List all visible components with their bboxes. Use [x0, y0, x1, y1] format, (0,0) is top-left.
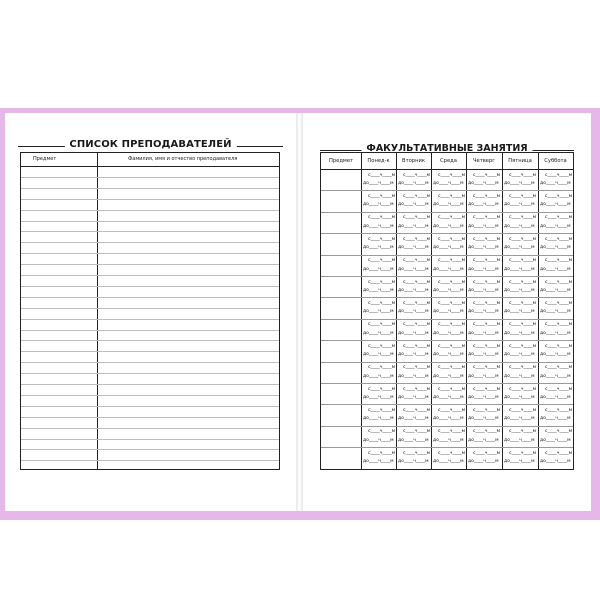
time-to-slot[interactable]: до____ч____м	[468, 373, 499, 379]
column-divider	[361, 153, 362, 469]
time-to-slot[interactable]: до____ч____м	[540, 202, 571, 208]
column-divider	[538, 153, 539, 469]
time-from-slot[interactable]: с____ч____м	[438, 300, 466, 306]
time-from-slot[interactable]: с____ч____м	[403, 407, 431, 413]
time-from-slot[interactable]: с____ч____м	[509, 172, 537, 178]
time-from-slot[interactable]: с____ч____м	[509, 450, 537, 456]
ruled-line	[21, 417, 279, 418]
time-to-slot[interactable]: до____ч____м	[540, 288, 571, 293]
ruled-line	[21, 395, 279, 396]
time-from-slot[interactable]: с____ч____м	[509, 215, 537, 221]
time-from-slot[interactable]: с____ч____м	[403, 450, 431, 456]
time-from-slot[interactable]: с____ч____м	[545, 407, 573, 413]
time-to-slot[interactable]: до____ч____м	[468, 330, 499, 336]
column-divider	[396, 153, 397, 469]
teachers-title: СПИСОК ПРЕПОДАВАТЕЛЕЙ	[64, 139, 236, 150]
ruled-line	[21, 384, 279, 385]
time-to-slot[interactable]: до____ч____м	[433, 245, 464, 251]
time-from-slot[interactable]: с____ч____м	[438, 258, 466, 264]
time-from-slot[interactable]: с____ч____м	[545, 343, 573, 349]
time-from-slot[interactable]: с____ч____м	[438, 279, 466, 285]
time-from-slot[interactable]: с____ч____м	[403, 172, 431, 178]
row-divider	[321, 340, 573, 341]
time-from-slot[interactable]: с____ч____м	[509, 193, 537, 199]
time-from-slot[interactable]: с____ч____м	[403, 343, 431, 349]
time-to-slot[interactable]: до____ч____м	[504, 245, 535, 251]
time-from-slot[interactable]: с____ч____м	[438, 193, 466, 199]
time-from-slot[interactable]: с____ч____м	[438, 386, 466, 392]
ruled-line	[21, 231, 279, 232]
electives-table-header	[321, 153, 573, 170]
column-header: Четверг	[472, 158, 496, 164]
column-teacher-name: Фамилия, имя и отчество преподавателя	[128, 156, 238, 162]
row-divider	[321, 362, 573, 363]
time-to-slot[interactable]: до____ч____м	[398, 395, 429, 400]
time-to-slot[interactable]: до____ч____м	[433, 416, 464, 422]
time-from-slot[interactable]: с____ч____м	[473, 365, 501, 371]
time-to-slot[interactable]: до____ч____м	[468, 437, 499, 443]
row-divider	[321, 447, 573, 448]
row-divider	[321, 297, 573, 298]
time-from-slot[interactable]: с____ч____м	[473, 215, 501, 221]
ruled-line	[21, 340, 279, 341]
time-from-slot[interactable]: с____ч____м	[473, 279, 501, 285]
time-from-slot[interactable]: с____ч____м	[473, 193, 501, 199]
time-from-slot[interactable]: с____ч____м	[473, 172, 501, 178]
column-divider	[466, 153, 467, 469]
ruled-line	[21, 210, 279, 211]
time-to-slot[interactable]: до____ч____м	[398, 223, 429, 229]
time-to-slot[interactable]: до____ч____м	[468, 395, 499, 400]
time-from-slot[interactable]: с____ч____м	[368, 215, 396, 221]
time-from-slot[interactable]: с____ч____м	[368, 343, 396, 349]
ruled-line	[21, 373, 279, 374]
time-to-slot[interactable]: до____ч____м	[398, 181, 429, 186]
time-from-slot[interactable]: с____ч____м	[473, 322, 501, 328]
column-header: Пятница	[508, 158, 532, 164]
ruled-line	[21, 460, 279, 461]
time-from-slot[interactable]: с____ч____м	[545, 279, 573, 285]
time-to-slot[interactable]: до____ч____м	[363, 245, 394, 251]
time-to-slot[interactable]: до____ч____м	[540, 330, 571, 336]
time-to-slot[interactable]: до____ч____м	[540, 416, 571, 422]
time-from-slot[interactable]: с____ч____м	[509, 365, 537, 371]
ruled-line	[21, 406, 279, 407]
time-to-slot[interactable]: до____ч____м	[468, 202, 499, 208]
time-to-slot[interactable]: до____ч____м	[468, 181, 499, 186]
time-to-slot[interactable]: до____ч____м	[504, 288, 535, 293]
column-subject: Предмет	[33, 156, 57, 162]
time-from-slot[interactable]: с____ч____м	[509, 236, 537, 242]
time-from-slot[interactable]: с____ч____м	[509, 429, 537, 435]
row-divider	[321, 276, 573, 277]
time-to-slot[interactable]: до____ч____м	[433, 330, 464, 336]
time-to-slot[interactable]: до____ч____м	[363, 395, 394, 400]
time-from-slot[interactable]: с____ч____м	[438, 172, 466, 178]
time-from-slot[interactable]: с____ч____м	[438, 343, 466, 349]
time-from-slot[interactable]: с____ч____м	[545, 215, 573, 221]
ruled-line	[21, 242, 279, 243]
time-to-slot[interactable]: до____ч____м	[504, 223, 535, 229]
time-from-slot[interactable]: с____ч____м	[368, 429, 396, 435]
column-header: Понед-к	[367, 158, 390, 164]
row-divider	[321, 404, 573, 405]
time-to-slot[interactable]: до____ч____м	[468, 245, 499, 251]
time-to-slot[interactable]: до____ч____м	[398, 309, 429, 315]
column-divider	[502, 153, 503, 469]
ruled-line	[21, 351, 279, 352]
time-from-slot[interactable]: с____ч____м	[438, 236, 466, 242]
time-to-slot[interactable]: до____ч____м	[433, 288, 464, 293]
time-from-slot[interactable]: с____ч____м	[545, 429, 573, 435]
row-divider	[321, 190, 573, 191]
time-to-slot[interactable]: до____ч____м	[540, 373, 571, 379]
time-from-slot[interactable]: с____ч____м	[545, 322, 573, 328]
time-to-slot[interactable]: до____ч____м	[504, 416, 535, 422]
time-from-slot[interactable]: с____ч____м	[368, 172, 396, 178]
time-from-slot[interactable]: с____ч____м	[509, 386, 537, 392]
time-from-slot[interactable]: с____ч____м	[545, 193, 573, 199]
time-from-slot[interactable]: с____ч____м	[509, 343, 537, 349]
ruled-line	[21, 428, 279, 429]
time-to-slot[interactable]: до____ч____м	[433, 459, 464, 465]
electives-table	[320, 152, 574, 470]
time-to-slot[interactable]: до____ч____м	[433, 309, 464, 315]
teachers-title-block	[18, 140, 283, 152]
ruled-line	[21, 362, 279, 363]
time-from-slot[interactable]: с____ч____м	[438, 322, 466, 328]
time-to-slot[interactable]: до____ч____м	[504, 309, 535, 315]
time-from-slot[interactable]: с____ч____м	[509, 258, 537, 264]
time-from-slot[interactable]: с____ч____м	[368, 279, 396, 285]
time-from-slot[interactable]: с____ч____м	[403, 386, 431, 392]
time-from-slot[interactable]: с____ч____м	[473, 407, 501, 413]
time-from-slot[interactable]: с____ч____м	[473, 258, 501, 264]
time-to-slot[interactable]: до____ч____м	[433, 223, 464, 229]
time-to-slot[interactable]: до____ч____м	[433, 395, 464, 400]
time-from-slot[interactable]: с____ч____м	[438, 215, 466, 221]
ruled-line	[21, 330, 279, 331]
time-from-slot[interactable]: с____ч____м	[438, 429, 466, 435]
row-divider	[321, 319, 573, 320]
time-to-slot[interactable]: до____ч____м	[433, 437, 464, 443]
ruled-line	[21, 275, 279, 276]
time-to-slot[interactable]: до____ч____м	[433, 373, 464, 379]
time-to-slot[interactable]: до____ч____м	[504, 330, 535, 336]
time-to-slot[interactable]: до____ч____м	[540, 352, 571, 358]
column-header: Вторник	[402, 158, 425, 164]
column-divider	[431, 153, 432, 469]
teachers-table-header	[21, 153, 279, 167]
time-to-slot[interactable]: до____ч____м	[363, 416, 394, 422]
time-from-slot[interactable]: с____ч____м	[473, 450, 501, 456]
time-to-slot[interactable]: до____ч____м	[398, 373, 429, 379]
ruled-line	[21, 199, 279, 200]
ruled-line	[21, 177, 279, 178]
time-from-slot[interactable]: с____ч____м	[509, 322, 537, 328]
ruled-line	[21, 297, 279, 298]
time-to-slot[interactable]: до____ч____м	[363, 459, 394, 465]
time-from-slot[interactable]: с____ч____м	[438, 365, 466, 371]
time-to-slot[interactable]: до____ч____м	[540, 223, 571, 229]
time-from-slot[interactable]: с____ч____м	[368, 450, 396, 456]
time-from-slot[interactable]: с____ч____м	[368, 365, 396, 371]
time-to-slot[interactable]: до____ч____м	[540, 266, 571, 272]
time-to-slot[interactable]: до____ч____м	[363, 330, 394, 336]
row-divider	[321, 383, 573, 384]
time-to-slot[interactable]: до____ч____м	[468, 459, 499, 465]
column-header: Предмет	[328, 158, 354, 164]
time-from-slot[interactable]: с____ч____м	[438, 450, 466, 456]
time-to-slot[interactable]: до____ч____м	[363, 288, 394, 293]
column-divider	[97, 153, 98, 469]
time-from-slot[interactable]: с____ч____м	[473, 429, 501, 435]
row-divider	[321, 233, 573, 234]
time-to-slot[interactable]: до____ч____м	[363, 352, 394, 358]
time-to-slot[interactable]: до____ч____м	[540, 181, 571, 186]
time-to-slot[interactable]: до____ч____м	[504, 437, 535, 443]
time-to-slot[interactable]: до____ч____м	[398, 330, 429, 336]
time-to-slot[interactable]: до____ч____м	[398, 288, 429, 293]
time-to-slot[interactable]: до____ч____м	[540, 395, 571, 400]
page-gutter	[296, 113, 303, 511]
ruled-line	[21, 319, 279, 320]
ruled-line	[21, 308, 279, 309]
time-to-slot[interactable]: до____ч____м	[504, 266, 535, 272]
time-to-slot[interactable]: до____ч____м	[468, 266, 499, 272]
time-from-slot[interactable]: с____ч____м	[473, 236, 501, 242]
row-divider	[321, 212, 573, 213]
ruled-line	[21, 286, 279, 287]
time-to-slot[interactable]: до____ч____м	[363, 202, 394, 208]
time-from-slot[interactable]: с____ч____м	[368, 386, 396, 392]
time-to-slot[interactable]: до____ч____м	[504, 373, 535, 379]
time-to-slot[interactable]: до____ч____м	[398, 437, 429, 443]
time-from-slot[interactable]: с____ч____м	[473, 300, 501, 306]
row-divider	[321, 255, 573, 256]
ruled-line	[21, 188, 279, 189]
time-to-slot[interactable]: до____ч____м	[433, 352, 464, 358]
row-divider	[321, 426, 573, 427]
ruled-line	[21, 221, 279, 222]
time-to-slot[interactable]: до____ч____м	[363, 437, 394, 443]
time-to-slot[interactable]: до____ч____м	[468, 223, 499, 229]
time-from-slot[interactable]: с____ч____м	[545, 365, 573, 371]
time-to-slot[interactable]: до____ч____м	[398, 416, 429, 422]
time-to-slot[interactable]: до____ч____м	[363, 309, 394, 315]
column-header: Среда	[440, 158, 457, 164]
time-from-slot[interactable]: с____ч____м	[368, 193, 396, 199]
time-to-slot[interactable]: до____ч____м	[504, 181, 535, 186]
time-from-slot[interactable]: с____ч____м	[368, 300, 396, 306]
ruled-line	[21, 253, 279, 254]
time-to-slot[interactable]: до____ч____м	[504, 202, 535, 208]
time-to-slot[interactable]: до____ч____м	[398, 266, 429, 272]
time-to-slot[interactable]: до____ч____м	[468, 352, 499, 358]
time-to-slot[interactable]: до____ч____м	[468, 288, 499, 293]
time-to-slot[interactable]: до____ч____м	[398, 245, 429, 251]
time-from-slot[interactable]: с____ч____м	[545, 236, 573, 242]
time-from-slot[interactable]: с____ч____м	[368, 258, 396, 264]
time-to-slot[interactable]: до____ч____м	[433, 181, 464, 186]
time-from-slot[interactable]: с____ч____м	[403, 365, 431, 371]
time-to-slot[interactable]: до____ч____м	[363, 181, 394, 186]
time-from-slot[interactable]: с____ч____м	[403, 279, 431, 285]
time-from-slot[interactable]: с____ч____м	[368, 407, 396, 413]
time-from-slot[interactable]: с____ч____м	[509, 407, 537, 413]
time-to-slot[interactable]: до____ч____м	[540, 245, 571, 251]
time-from-slot[interactable]: с____ч____м	[545, 172, 573, 178]
ruled-line	[21, 449, 279, 450]
time-from-slot[interactable]: с____ч____м	[403, 236, 431, 242]
time-to-slot[interactable]: до____ч____м	[504, 352, 535, 358]
time-to-slot[interactable]: до____ч____м	[540, 459, 571, 465]
electives-title: ФАКУЛЬТАТИВНЫЕ ЗАНЯТИЯ	[361, 143, 532, 154]
time-to-slot[interactable]: до____ч____м	[540, 437, 571, 443]
time-from-slot[interactable]: с____ч____м	[545, 258, 573, 264]
ruled-line	[21, 264, 279, 265]
time-from-slot[interactable]: с____ч____м	[545, 386, 573, 392]
time-to-slot[interactable]: до____ч____м	[504, 395, 535, 400]
time-from-slot[interactable]: с____ч____м	[438, 407, 466, 413]
time-to-slot[interactable]: до____ч____м	[468, 416, 499, 422]
time-to-slot[interactable]: до____ч____м	[433, 266, 464, 272]
time-from-slot[interactable]: с____ч____м	[403, 193, 431, 199]
time-from-slot[interactable]: с____ч____м	[403, 300, 431, 306]
time-to-slot[interactable]: до____ч____м	[504, 459, 535, 465]
time-from-slot[interactable]: с____ч____м	[368, 322, 396, 328]
time-to-slot[interactable]: до____ч____м	[398, 459, 429, 465]
time-from-slot[interactable]: с____ч____м	[473, 343, 501, 349]
ruled-line	[21, 439, 279, 440]
time-to-slot[interactable]: до____ч____м	[363, 373, 394, 379]
time-from-slot[interactable]: с____ч____м	[545, 450, 573, 456]
time-from-slot[interactable]: с____ч____м	[403, 322, 431, 328]
time-from-slot[interactable]: с____ч____м	[509, 279, 537, 285]
time-to-slot[interactable]: до____ч____м	[540, 309, 571, 315]
time-from-slot[interactable]: с____ч____м	[509, 300, 537, 306]
time-from-slot[interactable]: с____ч____м	[473, 386, 501, 392]
time-to-slot[interactable]: до____ч____м	[363, 266, 394, 272]
time-to-slot[interactable]: до____ч____м	[363, 223, 394, 229]
time-from-slot[interactable]: с____ч____м	[403, 258, 431, 264]
time-to-slot[interactable]: до____ч____м	[433, 202, 464, 208]
time-to-slot[interactable]: до____ч____м	[398, 202, 429, 208]
column-header: Суббота	[544, 158, 567, 164]
time-from-slot[interactable]: с____ч____м	[403, 429, 431, 435]
time-from-slot[interactable]: с____ч____м	[545, 300, 573, 306]
teachers-table	[20, 152, 280, 470]
time-from-slot[interactable]: с____ч____м	[368, 236, 396, 242]
time-to-slot[interactable]: до____ч____м	[398, 352, 429, 358]
time-from-slot[interactable]: с____ч____м	[403, 215, 431, 221]
time-to-slot[interactable]: до____ч____м	[468, 309, 499, 315]
